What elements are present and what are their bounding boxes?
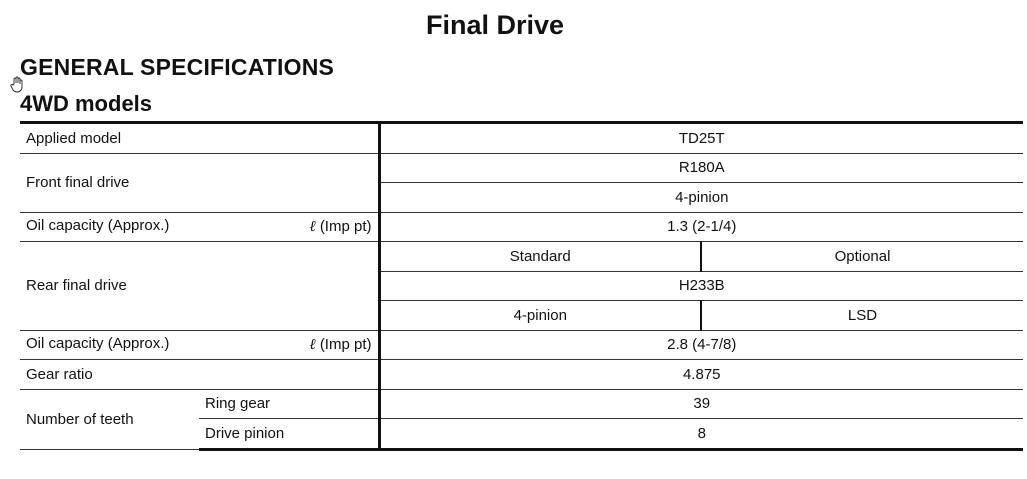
rear-optional-header: Optional xyxy=(701,242,1023,272)
ring-gear-value: 39 xyxy=(379,389,1023,419)
rear-oil-label-text: Oil capacity (Approx.) xyxy=(26,335,170,353)
front-oil-label-text: Oil capacity (Approx.) xyxy=(26,217,170,235)
rear-final-drive-model: H233B xyxy=(379,271,1023,301)
applied-model-label: Applied model xyxy=(20,123,379,154)
table-row xyxy=(20,123,1023,154)
table-row xyxy=(20,389,1023,419)
gear-ratio-value: 4.875 xyxy=(379,360,1023,390)
table-row xyxy=(20,360,1023,390)
litre-symbol: ℓ xyxy=(309,335,316,354)
front-oil-unit xyxy=(309,217,377,236)
drive-pinion-value: 8 xyxy=(379,419,1023,450)
table-row xyxy=(20,153,1023,183)
page-title: Final Drive xyxy=(425,10,565,40)
rear-standard-header: Standard xyxy=(379,242,701,272)
rear-oil-unit-text: (Imp pt) xyxy=(319,336,372,354)
front-final-drive-model: R180A xyxy=(379,153,1023,183)
ring-gear-label: Ring gear xyxy=(199,389,379,419)
table-row xyxy=(20,330,1023,360)
specifications-table xyxy=(20,121,1023,451)
section-heading: GENERAL SPECIFICATIONS xyxy=(20,54,335,80)
table-row xyxy=(20,242,1023,272)
rear-oil-capacity-label xyxy=(20,330,379,360)
gear-ratio-label: Gear ratio xyxy=(20,360,379,390)
number-of-teeth-label: Number of teeth xyxy=(20,389,199,449)
rear-oil-unit xyxy=(309,335,377,354)
rear-oil-capacity-value: 2.8 (4-7/8) xyxy=(379,330,1023,360)
table-row xyxy=(20,212,1023,242)
rear-standard-type: 4-pinion xyxy=(379,301,701,331)
applied-model-value: TD25T xyxy=(379,123,1023,154)
front-final-drive-type: 4-pinion xyxy=(379,183,1023,213)
front-final-drive-label: Front final drive xyxy=(20,153,379,212)
front-oil-unit-text: (Imp pt) xyxy=(319,218,372,236)
front-oil-capacity-label xyxy=(20,212,379,242)
subsection-heading: 4WD models xyxy=(20,91,153,116)
rear-final-drive-label: Rear final drive xyxy=(20,242,379,331)
front-oil-capacity-value: 1.3 (2-1/4) xyxy=(379,212,1023,242)
drive-pinion-label: Drive pinion xyxy=(199,419,379,450)
litre-symbol: ℓ xyxy=(309,217,316,236)
rear-optional-type: LSD xyxy=(701,301,1023,331)
